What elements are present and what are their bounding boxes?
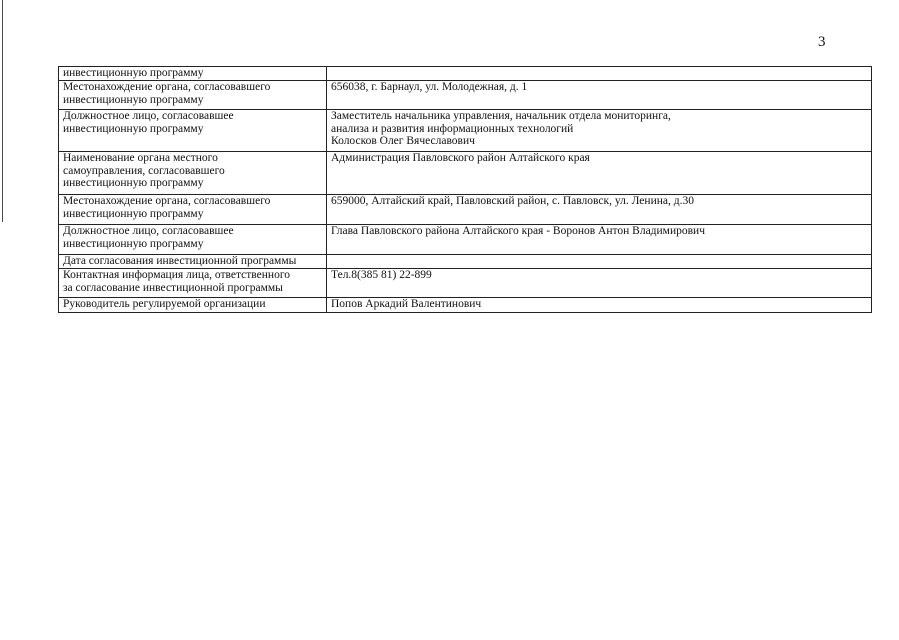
table-row	[59, 81, 872, 110]
row-value: Глава Павловского района Алтайского края - Воронов Антон Владимирович	[331, 225, 705, 237]
row-label: Местонахождение органа, согласовавшего инвестиционную программу	[63, 195, 271, 220]
scan-edge-line	[2, 0, 3, 222]
row-value-cell	[327, 298, 872, 313]
row-value-cell	[327, 110, 872, 152]
row-value-cell	[327, 225, 872, 255]
row-label-cell	[59, 195, 327, 225]
row-value: Тел.8(385 81) 22-899	[331, 269, 432, 281]
row-label: инвестиционную программу	[63, 67, 204, 79]
row-label: Должностное лицо, согласовавшее инвестиционную программу	[63, 110, 234, 135]
row-value-cell	[327, 152, 872, 195]
table-row	[59, 255, 872, 269]
row-value-cell	[327, 81, 872, 110]
row-value: Администрация Павловского район Алтайского края	[331, 152, 590, 164]
row-label-cell	[59, 152, 327, 195]
row-label: Наименование органа местного самоуправления, согласовавшего инвестиционную программу	[63, 152, 225, 190]
table-row	[59, 298, 872, 313]
row-value: Попов Аркадий Валентинович	[331, 298, 482, 310]
row-value: 656038, г. Барнаул, ул. Молодежная, д. 1	[331, 81, 528, 93]
row-value-cell	[327, 255, 872, 269]
row-label-cell	[59, 255, 327, 269]
row-label: Дата согласования инвестиционной программы	[63, 255, 297, 267]
row-label: Должностное лицо, согласовавшее инвестиционную программу	[63, 225, 234, 250]
row-label: Местонахождение органа, согласовавшего инвестиционную программу	[63, 81, 271, 106]
row-value-cell	[327, 67, 872, 81]
row-value: 659000, Алтайский край, Павловский район, с. Павловск, ул. Ленина, д.30	[331, 195, 694, 207]
row-value: Заместитель начальника управления, начальник отдела мониторинга, анализа и развития информационных технологий Колосков Олег Вячеславович	[331, 110, 671, 148]
row-label: Контактная информация лица, ответственного за согласование инвестиционной программы	[63, 269, 291, 294]
row-label-cell	[59, 269, 327, 298]
table-row	[59, 110, 872, 152]
row-label-cell	[59, 298, 327, 313]
row-value-cell	[327, 269, 872, 298]
page-number: 3	[818, 34, 826, 50]
row-label-cell	[59, 110, 327, 152]
investment-program-approval-table	[58, 66, 872, 313]
table-row	[59, 195, 872, 225]
row-label-cell	[59, 225, 327, 255]
table-row	[59, 67, 872, 81]
row-label-cell	[59, 67, 327, 81]
table-row	[59, 152, 872, 195]
table-row	[59, 225, 872, 255]
table-row	[59, 269, 872, 298]
row-value-cell	[327, 195, 872, 225]
row-label: Руководитель регулируемой организации	[63, 298, 266, 310]
row-label-cell	[59, 81, 327, 110]
